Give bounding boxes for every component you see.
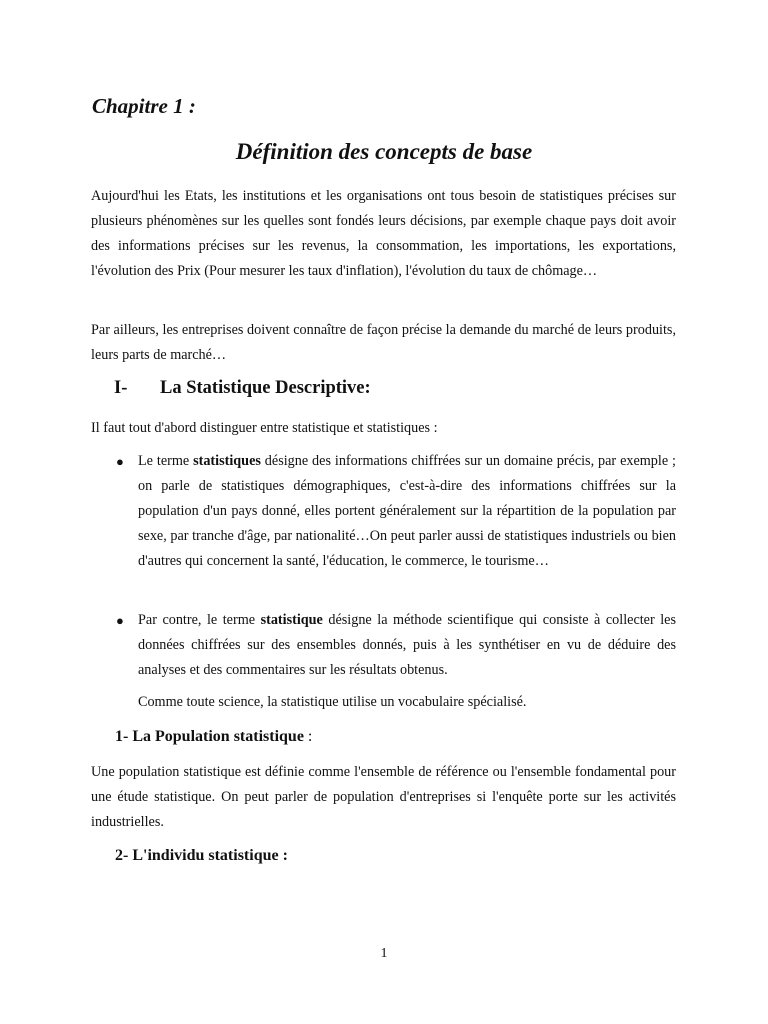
subsection-heading-population <box>115 728 312 746</box>
bullet-item-statistique <box>138 608 676 683</box>
bullet-item-statistiques <box>138 449 676 574</box>
subsection-number: 2- <box>115 847 129 864</box>
bullet-marker: ● <box>116 454 124 469</box>
bullet-term: statistique <box>260 612 323 628</box>
page-title: Définition des concepts de base <box>235 139 533 164</box>
bullet-marker: ● <box>116 613 124 628</box>
page-number: 1 <box>380 946 388 961</box>
section-number: I- <box>114 378 128 398</box>
intro-paragraph-1: Aujourd'hui les Etats, les institutions et les organisations ont tous besoin de statistiques précises sur plusieurs phénomènes sur les quelles sont fondés leurs décisions, par exemple chaque pays doit avoir des informations précises sur les revenus, la consommation, les importations, les exportations, l'évolution des Prix (Pour mesurer les taux d'inflation), l'évolution du taux de chômage… <box>91 188 676 279</box>
bullet-text: désigne la méthode scientifique qui consiste à collecter les données chiffrées sur des ensembles donnés, puis à les synthétiser en vu de déduire des analyses et des commentaires sur les résultats obtenus. <box>138 612 676 678</box>
intro-paragraph-2: Par ailleurs, les entreprises doivent connaître de façon précise la demande du marché de leurs produits, leurs parts de marché… <box>91 322 676 363</box>
bullet-term: statistiques <box>193 453 261 469</box>
subsection-number: 1- <box>115 728 129 745</box>
bullet-text: Par contre, le terme <box>138 612 261 628</box>
section-heading <box>114 378 371 399</box>
subsection-heading-individu <box>115 847 288 865</box>
subsection-title: La Population statistique <box>132 728 304 745</box>
bullet-text: Le terme <box>138 453 194 469</box>
subsection-colon: : <box>303 728 313 745</box>
section-intro: Il faut tout d'abord distinguer entre statistique et statistiques : <box>91 420 438 436</box>
bullet-text: désigne des informations chiffrées sur un domaine précis, par exemple ; on parle de statistiques démographiques, c'est-à-dire des informations chiffrées sur la population d'un pays donné, elles portent généralement sur la répartition de la population par sexe, par tranche d'âge, par nationalité…On peut parler aussi de statistiques industriels ou bien d'autres qui concernent la santé, l'éducation, le commerce, le tourisme… <box>138 453 676 569</box>
subsection-title: L'individu statistique : <box>132 847 288 864</box>
chapter-label: Chapitre 1 : <box>92 94 196 118</box>
section-closing: Comme toute science, la statistique utilise un vocabulaire spécialisé. <box>138 694 527 710</box>
population-paragraph: Une population statistique est définie comme l'ensemble de référence ou l'ensemble fondamental pour une étude statistique. On peut parler de population d'entreprises si l'enquête porte sur les activités industrielles. <box>91 764 676 830</box>
section-title: La Statistique Descriptive: <box>160 378 371 398</box>
